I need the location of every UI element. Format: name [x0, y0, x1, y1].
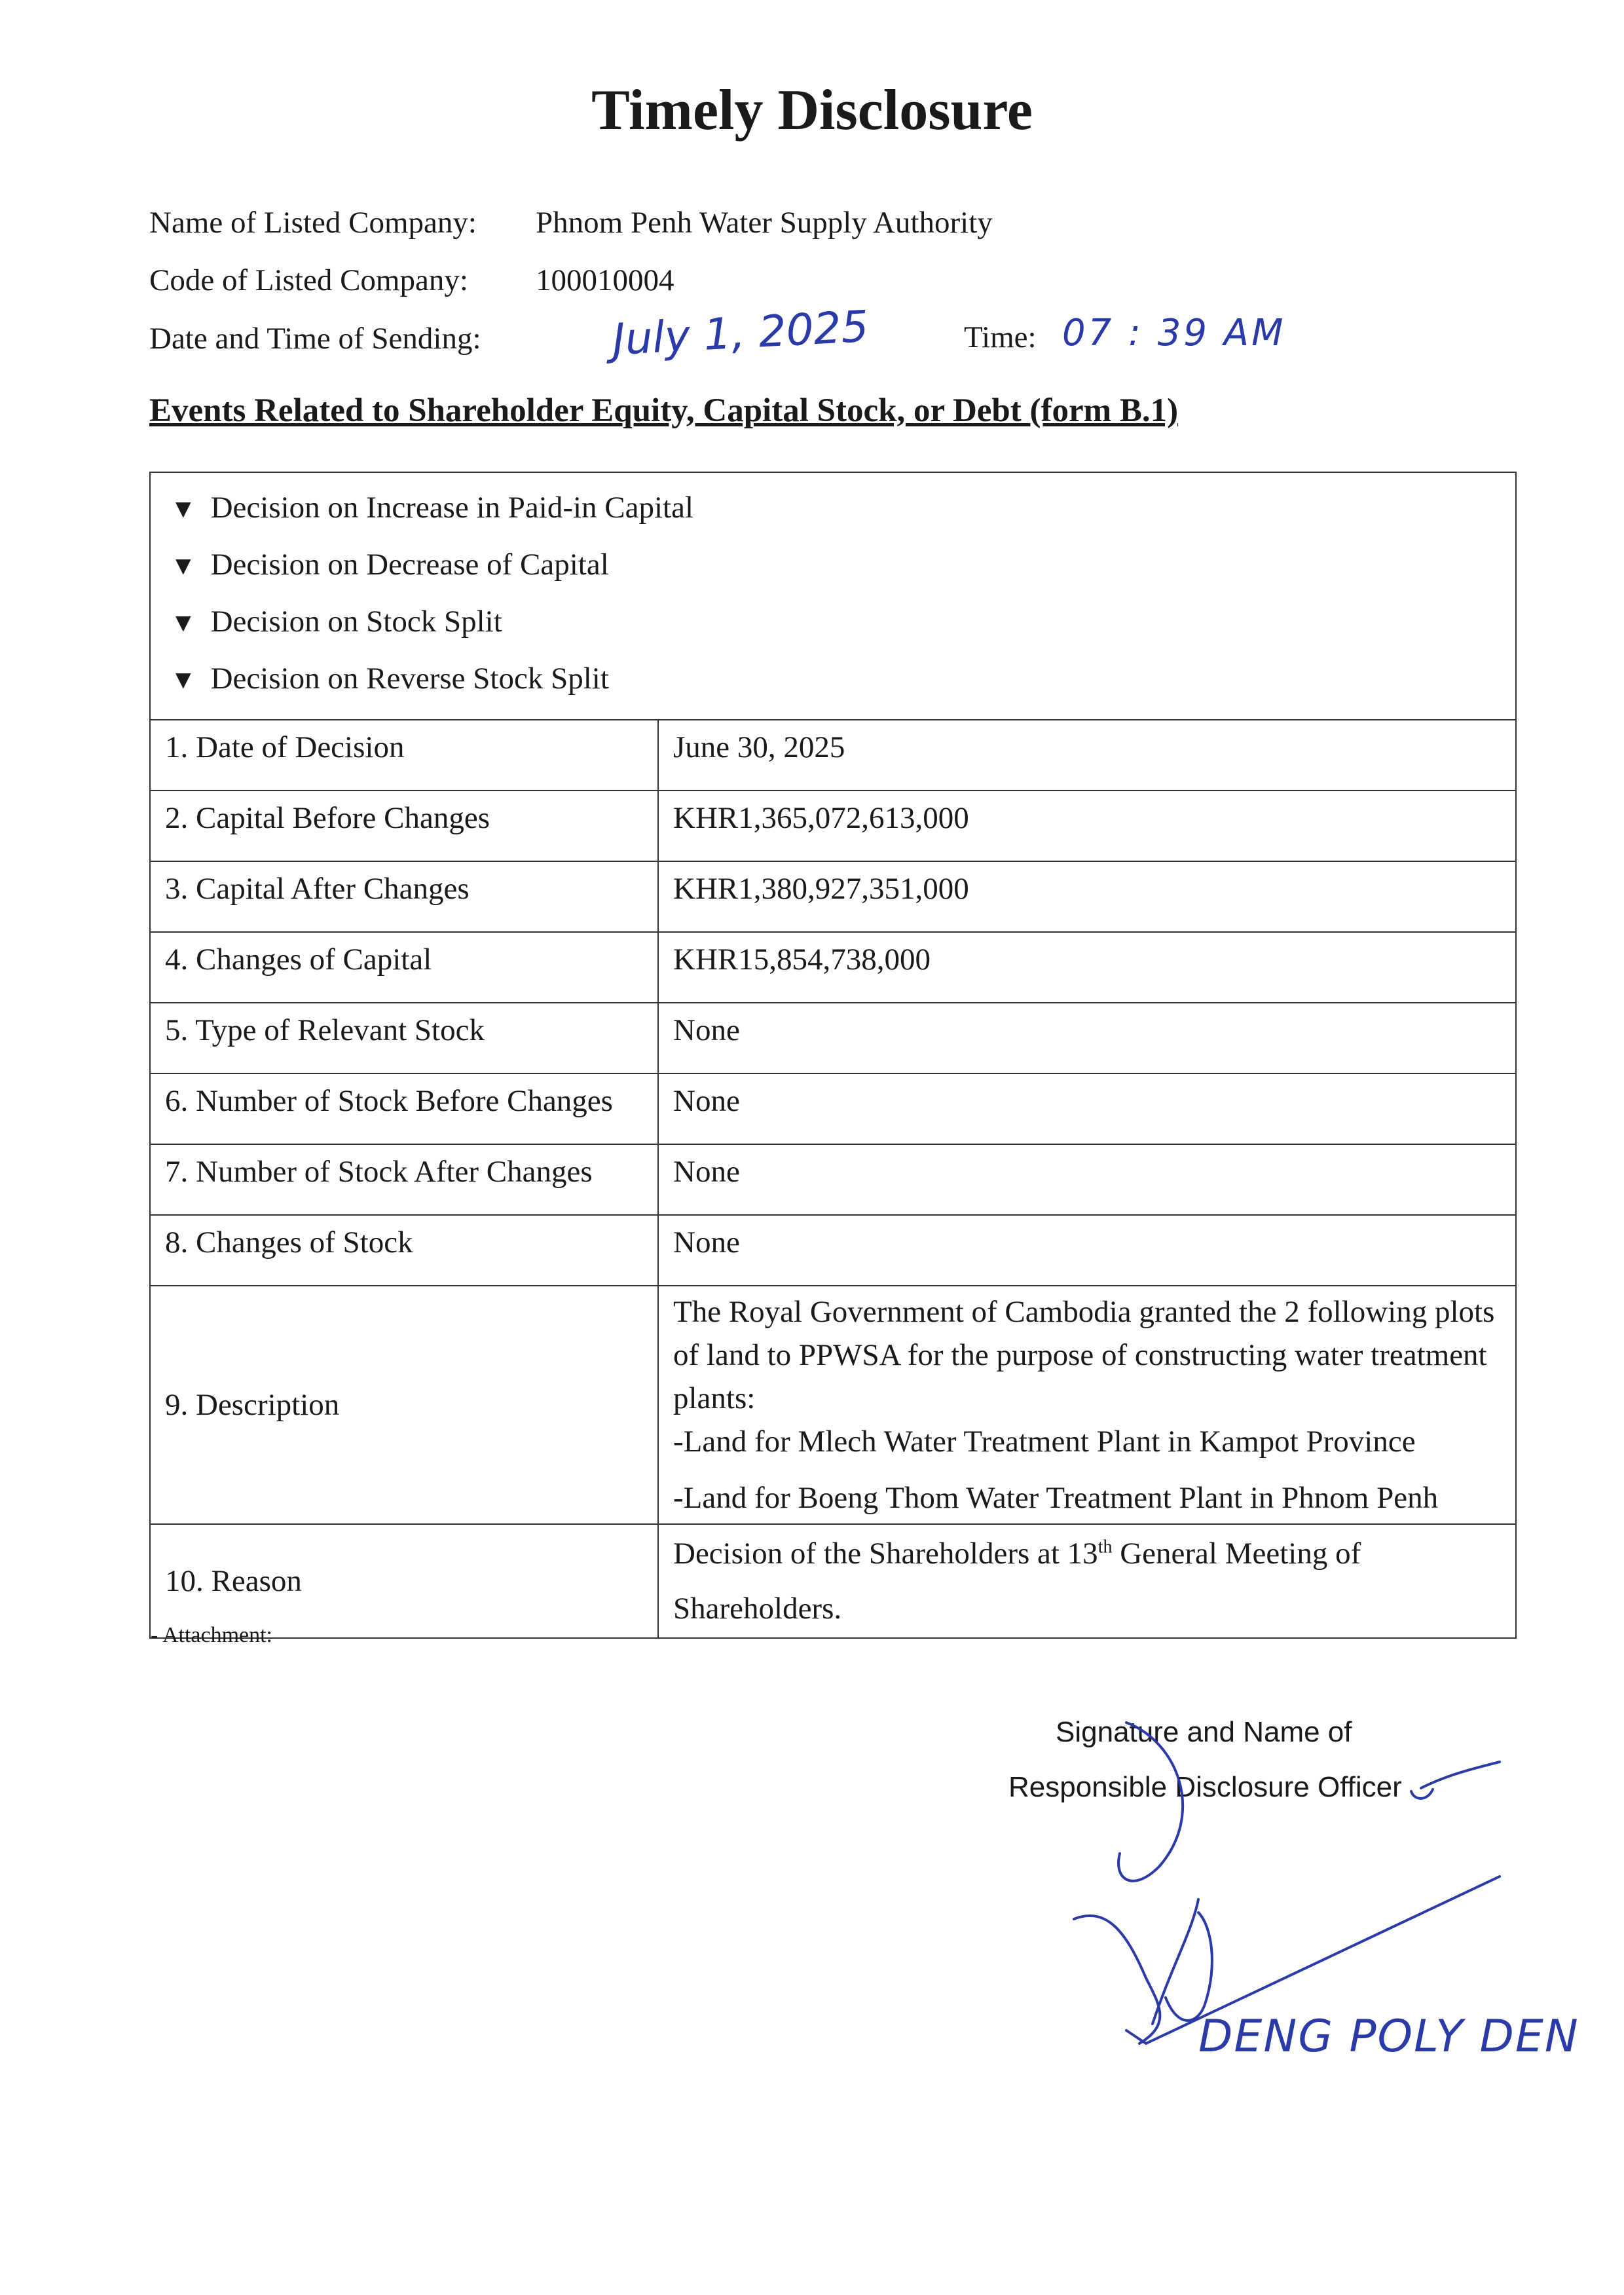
row-label: 1. Date of Decision — [150, 720, 658, 791]
table-row — [150, 1215, 1516, 1286]
decision-item: ▼ Decision on Stock Split — [170, 593, 1496, 650]
company-name-label: Name of Listed Company: — [149, 206, 477, 240]
signature-caption-line1: Signature and Name of — [1056, 1716, 1352, 1748]
row-value: None — [658, 1215, 1516, 1286]
decision-item: ▼ Decision on Increase in Paid-in Capital — [170, 479, 1496, 536]
row-value: None — [658, 1073, 1516, 1144]
row-label: 7. Number of Stock After Changes — [150, 1144, 658, 1215]
triangle-down-icon: ▼ — [170, 551, 196, 580]
description-item: -Land for Mlech Water Treatment Plant in Kampot Province — [673, 1425, 1416, 1459]
table-row — [150, 791, 1516, 861]
row-value: None — [658, 1144, 1516, 1215]
reason-value: Decision of the Shareholders at 13th General Meeting of Shareholders. — [658, 1524, 1516, 1638]
decision-item: ▼ Decision on Decrease of Capital — [170, 536, 1496, 593]
table-row — [150, 1144, 1516, 1215]
table-row — [150, 932, 1516, 1003]
row-value: June 30, 2025 — [658, 720, 1516, 791]
description-intro: The Royal Government of Cambodia granted the 2 following plots of land to PPWSA for the purpose of constructing water treatment plants: — [673, 1295, 1495, 1415]
attachment-label: - Attachment: — [151, 1623, 273, 1647]
reason-row — [150, 1524, 1516, 1638]
table-row — [150, 1073, 1516, 1144]
row-label: 5. Type of Relevant Stock — [150, 1003, 658, 1073]
description-item: -Land for Boeng Thom Water Treatment Plant in Phnom Penh — [673, 1481, 1439, 1515]
table-row — [150, 1003, 1516, 1073]
description-label: 9. Description — [150, 1286, 658, 1524]
description-value — [658, 1286, 1516, 1524]
signature-caption-line2: Responsible Disclosure Officer — [1008, 1771, 1402, 1803]
row-value: KHR1,365,072,613,000 — [658, 791, 1516, 861]
row-value: None — [658, 1003, 1516, 1073]
triangle-down-icon: ▼ — [170, 665, 196, 694]
row-label: 8. Changes of Stock — [150, 1215, 658, 1286]
handwritten-time: 07 : 39 AM — [1062, 312, 1286, 354]
section-title: Events Related to Shareholder Equity, Capital Stock, or Debt (form B.1) — [149, 392, 1179, 429]
description-row — [150, 1286, 1516, 1524]
time-label: Time: — [964, 320, 1037, 354]
handwritten-officer-name: DENG POLY DEN — [1198, 2011, 1579, 2062]
row-value: KHR15,854,738,000 — [658, 932, 1516, 1003]
handwritten-date: July 1, 2025 — [611, 301, 870, 365]
company-code-value: 100010004 — [536, 263, 674, 297]
decision-header-row — [150, 472, 1516, 720]
triangle-down-icon: ▼ — [170, 608, 196, 637]
company-code-label: Code of Listed Company: — [149, 263, 468, 297]
row-value: KHR1,380,927,351,000 — [658, 861, 1516, 932]
reason-label: 10. Reason — [150, 1524, 658, 1638]
triangle-down-icon: ▼ — [170, 494, 196, 523]
company-name-value: Phnom Penh Water Supply Authority — [536, 206, 993, 240]
decision-list — [150, 472, 1516, 720]
date-time-label: Date and Time of Sending: — [149, 322, 481, 356]
disclosure-table — [149, 472, 1517, 1639]
row-label: 4. Changes of Capital — [150, 932, 658, 1003]
table-row — [150, 861, 1516, 932]
table-row — [150, 720, 1516, 791]
page-title: Timely Disclosure — [591, 79, 1033, 142]
decision-item: ▼ Decision on Reverse Stock Split — [170, 650, 1496, 707]
row-label: 2. Capital Before Changes — [150, 791, 658, 861]
row-label: 3. Capital After Changes — [150, 861, 658, 932]
row-label: 6. Number of Stock Before Changes — [150, 1073, 658, 1144]
